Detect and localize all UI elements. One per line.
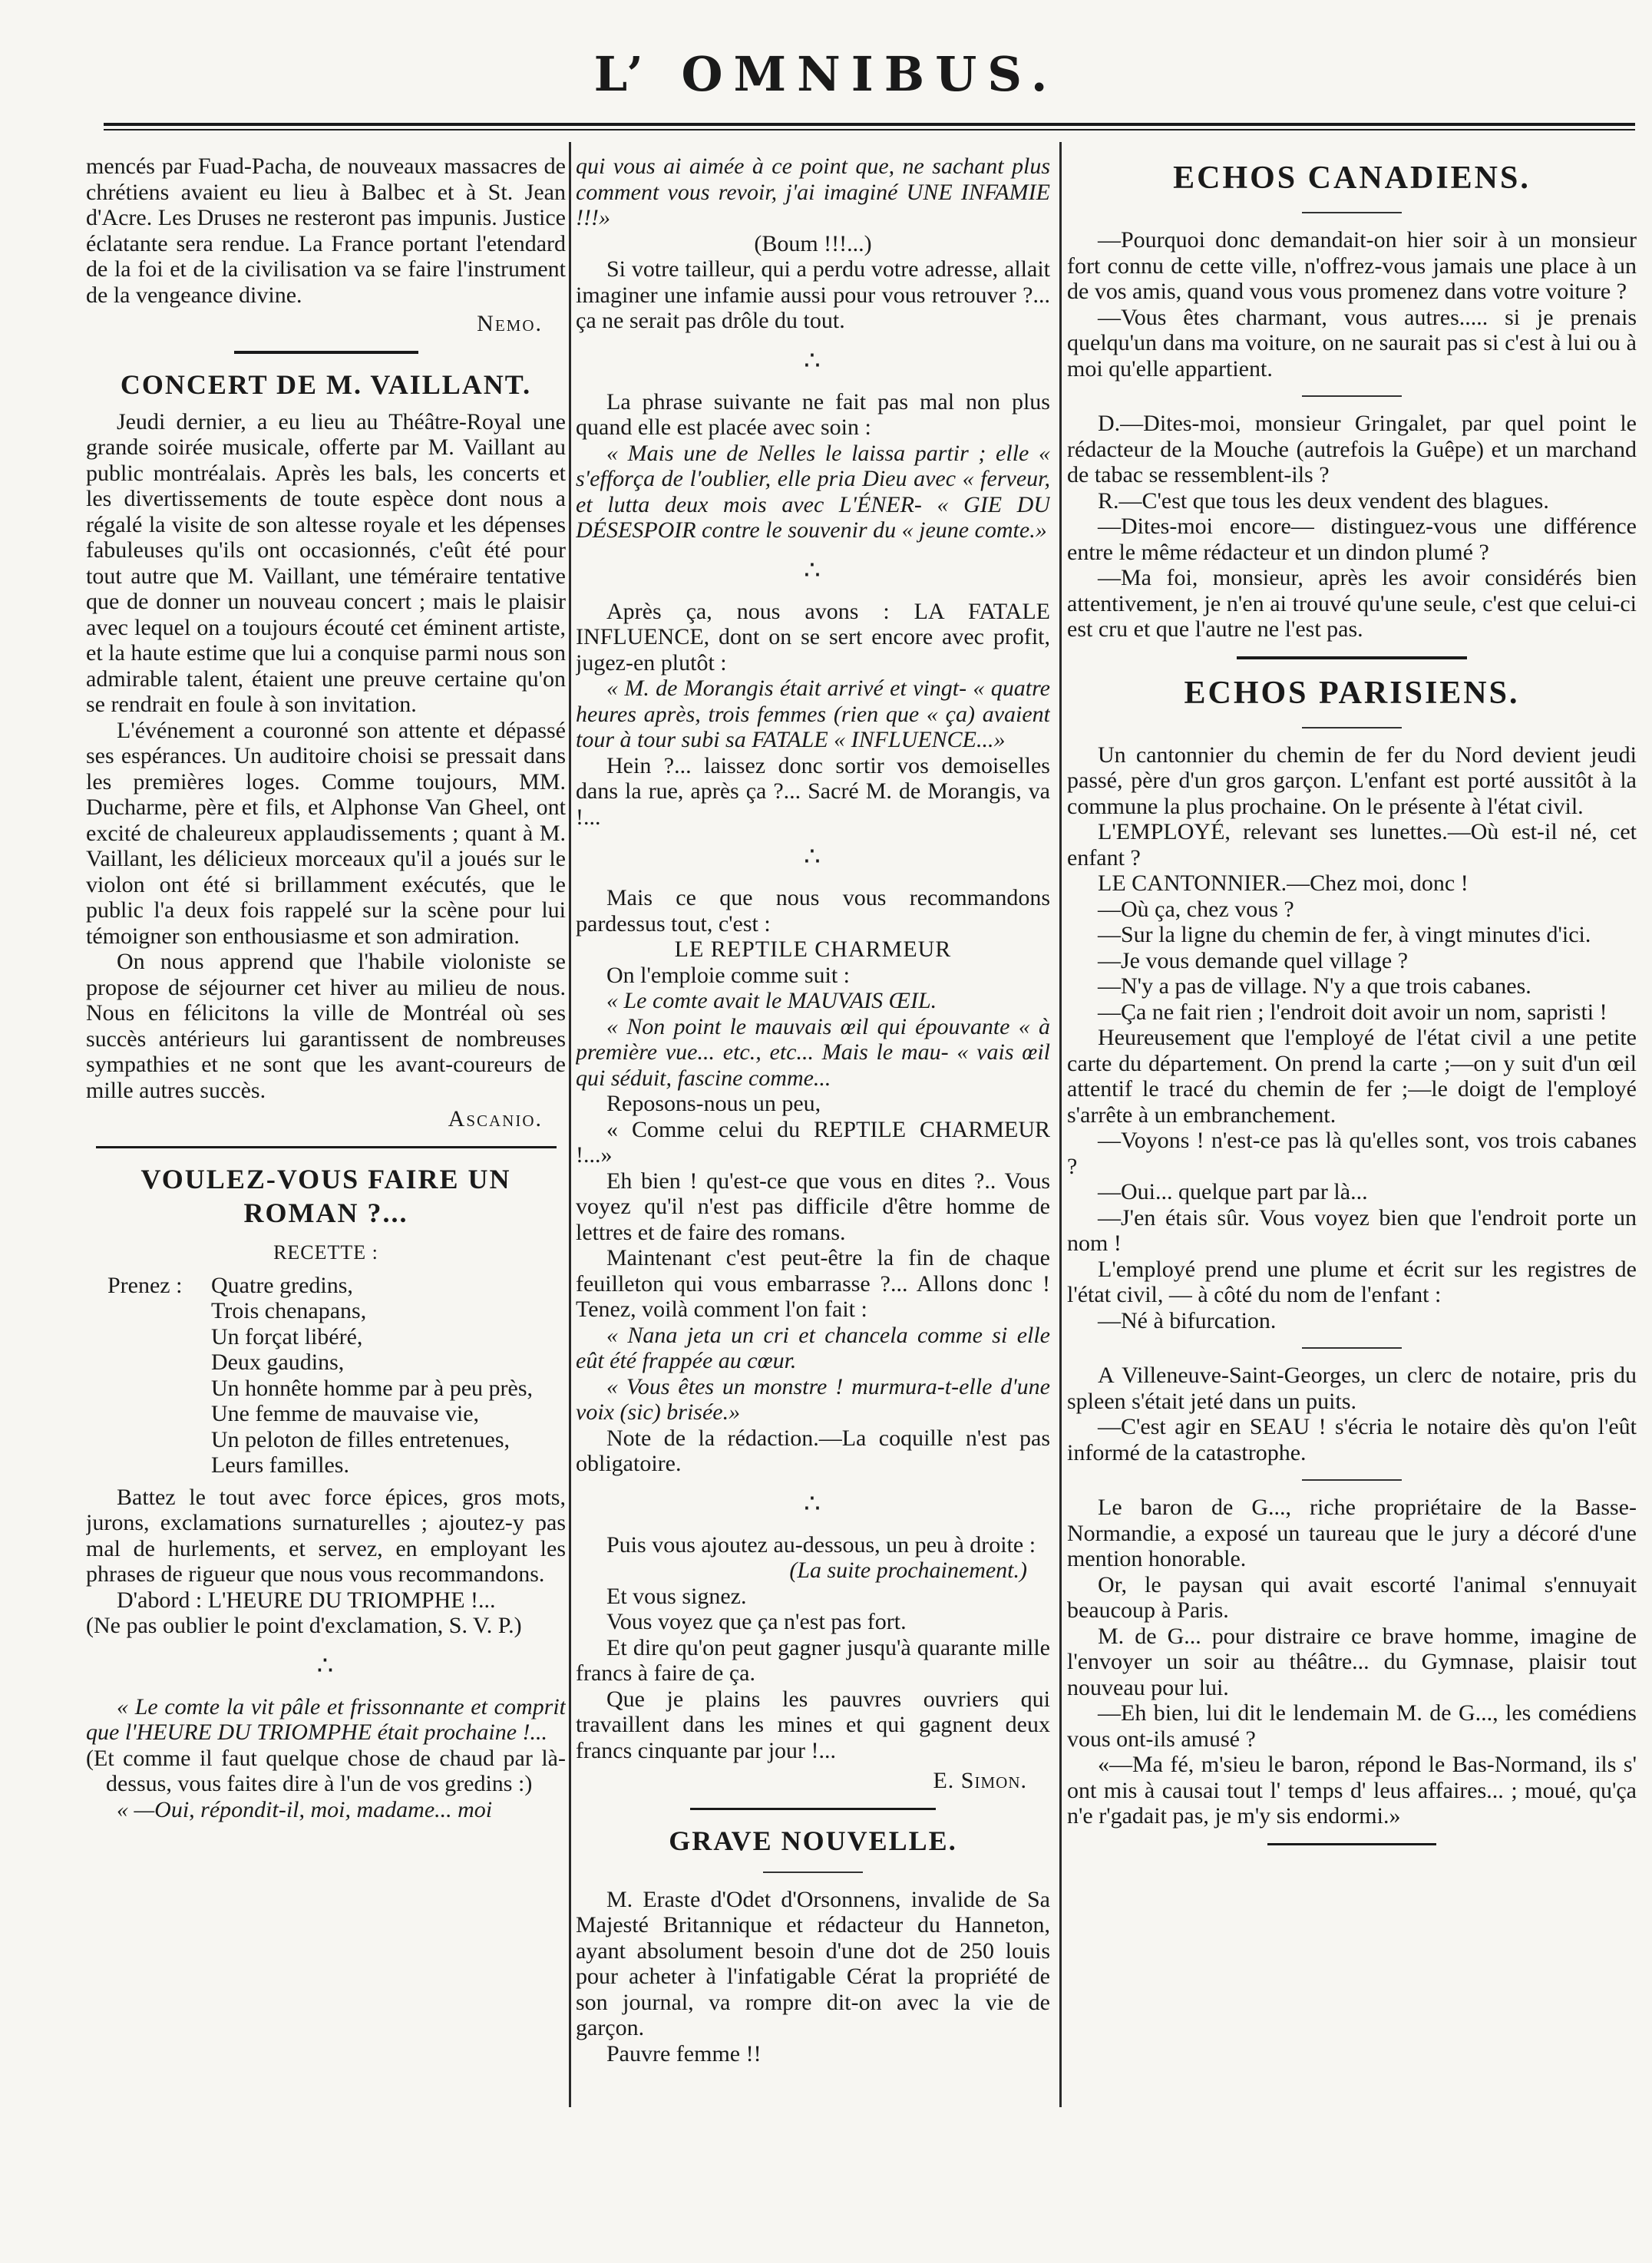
quote-paragraph: « —Oui, répondit-il, moi, madame... moi	[117, 1796, 493, 1822]
separator	[234, 351, 418, 354]
article-paragraph: —Voyons ! n'est-ce pas là qu'elles sont, vos trois cabanes ?	[1067, 1128, 1637, 1179]
article-line: (Boum !!!...)	[754, 230, 872, 256]
recipe-label: RECETTE :	[273, 1241, 378, 1264]
article-paragraph: M. de G... pour distraire ce brave homme, imagine de l'envoyer un soir au théâtre... du Gymnase, plaisir tout nouveau pour lui.	[1067, 1623, 1637, 1700]
article-paragraph: —Où ça, chez vous ?	[1098, 896, 1294, 922]
headline-roman: VOULEZ-VOUS FAIRE UN ROMAN ?...	[140, 1163, 511, 1228]
article-paragraph: —Ça ne fait rien ; l'endroit doit avoir un nom, sapristi !	[1098, 999, 1607, 1025]
article-paragraph: Jeudi dernier, a eu lieu au Théâtre-Royal une grande soirée musicale, offerte par M. Vaillant au public montréalais. Après les bals, les concerts et les divertissements de toute espèce dont nous a régalé la visite de son altesse royale et les dépenses fabuleuses qu'ils ont occasionnés, c'eût été pour tout autre que M. Vaillant, une téméraire tentative que de donner un nouveau concert ; mais le plaisir avec lequel on a toujours écouté cet éminent artiste, et la haute estime que lui a conquise parmi nous son admirable talent, étaient une preuve certaine qu'on se rendrait en foule à son invitation.	[86, 408, 566, 717]
ingredient: Un peloton de filles entretenues,	[211, 1426, 510, 1452]
ingredient: Quatre gredins,	[211, 1272, 353, 1298]
article-paragraph: —Pourquoi donc demandait-on hier soir à un monsieur fort connu de cette ville, n'offrez-vous jamais une place à un de vos amis, quand vous vous promenez dans votre voiture ?	[1067, 227, 1637, 304]
column-3	[1067, 154, 1637, 2165]
article-paragraph: Et dire qu'on peut gagner jusqu'à quarante mille francs à faire de ça.	[576, 1634, 1050, 1686]
article-paragraph: —Ma foi, monsieur, après les avoir considérés bien attentivement, je n'en ai trouvé qu'une seule, c'est que celui-ci est cru et que l'autre ne l'est pas.	[1067, 565, 1637, 642]
quote-paragraph: « Le comte la vit pâle et frissonnante et comprit que l'HEURE DU TRIOMPHE était prochaine !...	[86, 1693, 566, 1745]
separator	[1237, 656, 1467, 659]
article-paragraph: Après ça, nous avons : LA FATALE INFLUENCE, dont on se sert encore avec profit, jugez-en plutôt :	[576, 598, 1050, 676]
article-paragraph: Que je plains les pauvres ouvriers qui travaillent dans les mines et qui gagnent deux francs cinquante par jour !...	[576, 1686, 1050, 1763]
ingredient: Un honnête homme par à peu près,	[211, 1375, 534, 1401]
article-paragraph: LE CANTONNIER.—Chez moi, donc !	[1098, 871, 1469, 896]
article-paragraph: D'abord : L'HEURE DU TRIOMPHE !...	[117, 1587, 496, 1613]
article-paragraph: Eh bien ! qu'est-ce que vous en dites ?.. Vous voyez qu'il n'est pas difficile d'être homme de lettres et de faire des romans.	[576, 1168, 1050, 1245]
separator	[96, 1146, 557, 1148]
headline-echos-canadiens: ECHOS CANADIENS.	[1173, 160, 1531, 196]
article-paragraph: D.—Dites-moi, monsieur Gringalet, par quel point le rédacteur de la Mouche (autrefois la Guêpe) et un marchand de tabac se ressemblent-ils ?	[1067, 411, 1637, 487]
article-paragraph: —Oui... quelque part par là...	[1098, 1179, 1368, 1204]
quote-paragraph: qui vous ai aimée à ce point que, ne sachant plus comment vous revoir, j'ai imaginé UNE INFAMIE !!!»	[576, 154, 1050, 230]
article-paragraph: —Je vous demande quel village ?	[1098, 947, 1409, 973]
article-paragraph: L'EMPLOYÉ, relevant ses lunettes.—Où est-il né, cet enfant ?	[1067, 819, 1637, 871]
article-paragraph: Maintenant c'est peut-être la fin de chaque feuilleton qui vous embarrasse ?... Allons donc ! Tenez, voilà comment l'on fait :	[576, 1245, 1050, 1322]
separator	[1302, 1347, 1402, 1349]
article-paragraph: Heureusement que l'employé de l'état civil a une petite carte du département. On prend la carte ;—on y suit d'un œil attentif le tracé du chemin de fer ;—le doigt de l'employé s'arrête à un embranchement.	[1067, 1025, 1637, 1128]
headline-concert: CONCERT DE M. VAILLANT.	[120, 368, 532, 400]
article-paragraph: —N'y a pas de village. N'y a que trois cabanes.	[1098, 973, 1531, 999]
separator	[1267, 1843, 1436, 1845]
separator	[1302, 212, 1402, 213]
recipe-prenez: Prenez :	[107, 1272, 183, 1298]
article-paragraph: On l'emploie comme suit :	[606, 962, 851, 988]
signature: Nemo.	[477, 311, 543, 336]
article-paragraph: Pauvre femme !!	[606, 2040, 762, 2066]
ornament-dots: ∴	[804, 1489, 822, 1518]
article-paragraph: —Vous êtes charmant, vous autres..... si je prenais quelqu'un dans ma voiture, on ne saurait pas si c'est à lui ou à moi qu'elle appartient.	[1067, 304, 1637, 382]
masthead: L’ OMNIBUS.	[593, 46, 1059, 102]
article-paragraph: —Eh bien, lui dit le lendemain M. de G..., les comédiens vous ont-ils amusé ?	[1067, 1700, 1637, 1752]
column-1	[86, 154, 566, 2165]
quote-paragraph: « Vous êtes un monstre ! murmura-t-elle d'une voix (sic) brisée.»	[576, 1373, 1050, 1425]
signature: Ascanio.	[448, 1106, 543, 1132]
article-paragraph: L'employé prend une plume et écrit sur les registres de l'état civil, — à côté du nom de l'enfant :	[1067, 1256, 1637, 1307]
article-paragraph: Reposons-nous un peu,	[606, 1091, 821, 1116]
article-paragraph: Hein ?... laissez donc sortir vos demoiselles dans la rue, après ça ?... Sacré M. de Morangis, va !...	[576, 752, 1050, 830]
column-2	[576, 154, 1050, 2165]
article-paragraph: (Ne pas oublier le point d'exclamation, S. V. P.)	[86, 1613, 522, 1638]
article-paragraph: Et vous signez.	[606, 1583, 747, 1609]
ingredient: Trois chenapans,	[211, 1298, 367, 1323]
masthead-rule	[104, 123, 1635, 126]
article-paragraph: (Et comme il faut quelque chose de chaud par là-dessus, vous faites dire à l'un de vos gredins :)	[86, 1745, 566, 1796]
article-paragraph: —J'en étais sûr. Vous voyez bien que l'endroit porte un nom !	[1067, 1204, 1637, 1256]
ingredient: Un forçat libéré,	[211, 1323, 363, 1350]
column-divider-2	[1059, 142, 1062, 2107]
ornament-dots: ∴	[804, 346, 822, 375]
article-paragraph: —Sur la ligne du chemin de fer, à vingt minutes d'ici.	[1098, 922, 1591, 947]
ingredient: Leurs familles.	[211, 1452, 349, 1478]
article-paragraph: «—Ma fé, m'sieu le baron, répond le Bas-Normand, ils s' ont mis à causai tout l' temps d' leus affaires... ; moué, qu'ça n'e r'gadait pas, je m'y sis endormi.»	[1067, 1752, 1637, 1829]
ornament-dots: ∴	[316, 1651, 335, 1680]
article-paragraph: Puis vous ajoutez au-dessous, un peu à droite :	[606, 1531, 1036, 1558]
column-divider-1	[569, 142, 571, 2107]
masthead-rule-thin	[104, 129, 1635, 130]
reptile-title: LE REPTILE CHARMEUR	[674, 937, 952, 962]
article-paragraph: On nous apprend que l'habile violoniste se propose de séjourner cet hiver au milieu de nous. Nous en félicitons la ville de Montréal où ses succès antérieurs lui garantissent de nombreuses sympathies et ne sont que les avant-coureurs de mille autres succès.	[86, 949, 566, 1103]
article-paragraph: Or, le paysan qui avait escorté l'animal s'ennuyait beaucoup à Paris.	[1067, 1571, 1637, 1623]
quote-paragraph: « Non point le mauvais œil qui épouvante « à première vue... etc., etc... Mais le mau- « vais œil qui séduit, fascine comme...	[576, 1013, 1050, 1091]
article-paragraph: —C'est agir en SEAU ! s'écria le notaire dès qu'on l'eût informé de la catastrophe.	[1067, 1414, 1637, 1465]
recipe-list	[107, 1273, 566, 1478]
separator	[1302, 1479, 1402, 1481]
article-paragraph: R.—C'est que tous les deux vendent des blagues.	[1098, 487, 1549, 514]
article-paragraph: La phrase suivante ne fait pas mal non plus quand elle est placée avec soin :	[576, 388, 1050, 440]
ornament-dots: ∴	[804, 843, 822, 871]
article-paragraph: —Né à bifurcation.	[1098, 1307, 1277, 1333]
article-paragraph: —Dites-moi encore— distinguez-vous une différence entre le même rédacteur et un dindon plumé ?	[1067, 514, 1637, 565]
article-paragraph: Le baron de G..., riche propriétaire de la Basse-Normandie, a exposé un taureau que le jury a décoré d'une mention honorable.	[1067, 1495, 1637, 1571]
article-paragraph: Vous voyez que ça n'est pas fort.	[606, 1609, 907, 1634]
quote-paragraph: « M. de Morangis était arrivé et vingt- « quatre heures après, trois femmes (rien que « ça) avaient tour à tour subi sa FATALE « INFLUENCE...»	[576, 676, 1050, 752]
article-paragraph: Si votre tailleur, qui a perdu votre adresse, allait imaginer une infamie aussi pour vous retrouver ?... ça ne serait pas drôle du tout.	[576, 256, 1050, 333]
ingredient: Une femme de mauvaise vie,	[211, 1401, 480, 1426]
article-paragraph: mencés par Fuad-Pacha, de nouveaux massacres de chrétiens avaient eu lieu à Balbec et à St. Jean d'Acre. Les Druses ne resteront pas impunis. Justice éclatante sera rendue. La France portant l'etendard de la foi et de la civilisation va se faire l'instrument de la vengeance divine.	[86, 154, 566, 308]
ingredient: Deux gaudins,	[211, 1350, 345, 1375]
headline-grave: GRAVE NOUVELLE.	[669, 1825, 957, 1856]
suite-line: (La suite prochainement.)	[789, 1558, 1027, 1583]
ornament-dots: ∴	[804, 556, 822, 585]
separator	[763, 1872, 863, 1873]
article-paragraph: L'événement a couronné son attente et dépassé ses espérances. Un auditoire choisi se pressait dans les premières loges. Comme toujours, MM. Ducharme, père et fils, et Alphonse Van Gheel, ont excité de chaleureux applaudissements ; quant à M. Vaillant, les délicieux morceaux qu'il a joués sur le violon ont été si brillamment exécutés, que le public l'a deux fois rappelé sur la scène pour lui témoigner son enthousiasme et son admiration.	[86, 717, 566, 949]
signature: E. Simon.	[933, 1768, 1027, 1793]
headline-echos-parisiens: ECHOS PARISIENS.	[1184, 675, 1520, 711]
quote-paragraph: « Le comte avait le MAUVAIS ŒIL.	[606, 988, 937, 1013]
article-paragraph: Mais ce que nous vous recommandons pardessus tout, c'est :	[576, 885, 1050, 937]
quote-paragraph: « Nana jeta un cri et chancela comme si elle eût été frappée au cœur.	[576, 1322, 1050, 1373]
quote-paragraph: « Mais une de Nelles le laissa partir ; elle « s'efforça de l'oublier, elle pria Dieu avec « ferveur, et lutta deux mois avec L'ÉNER- « GIE DU DÉSESPOIR contre le souvenir du « jeune comte.»	[576, 440, 1050, 543]
article-paragraph: A Villeneuve-Saint-Georges, un clerc de notaire, pris du spleen s'était jeté dans un puits.	[1067, 1363, 1637, 1414]
separator	[690, 1808, 936, 1810]
separator	[1302, 395, 1402, 397]
article-paragraph: Un cantonnier du chemin de fer du Nord devient jeudi passé, père d'un gros garçon. L'enfant est porté aussitôt à la commune la plus prochaine. On le présente à l'état civil.	[1067, 742, 1637, 819]
separator	[1302, 727, 1402, 728]
article-paragraph: Note de la rédaction.—La coquille n'est pas obligatoire.	[576, 1425, 1050, 1476]
article-paragraph: « Comme celui du REPTILE CHARMEUR !...»	[576, 1116, 1050, 1168]
article-paragraph: Battez le tout avec force épices, gros mots, jurons, exclamations surnaturelles ; ajoutez-y pas mal de hurlements, et servez, en employant les phrases de rigueur que nous vous recommandons.	[86, 1484, 566, 1587]
article-paragraph: M. Eraste d'Odet d'Orsonnens, invalide de Sa Majesté Britannique et rédacteur du Hanneton, ayant absolument besoin d'une dot de 250 louis pour acheter à l'infatigable Cérat la propriété de son journal, va rompre dit-on avec la vie de garçon.	[576, 1886, 1050, 2040]
